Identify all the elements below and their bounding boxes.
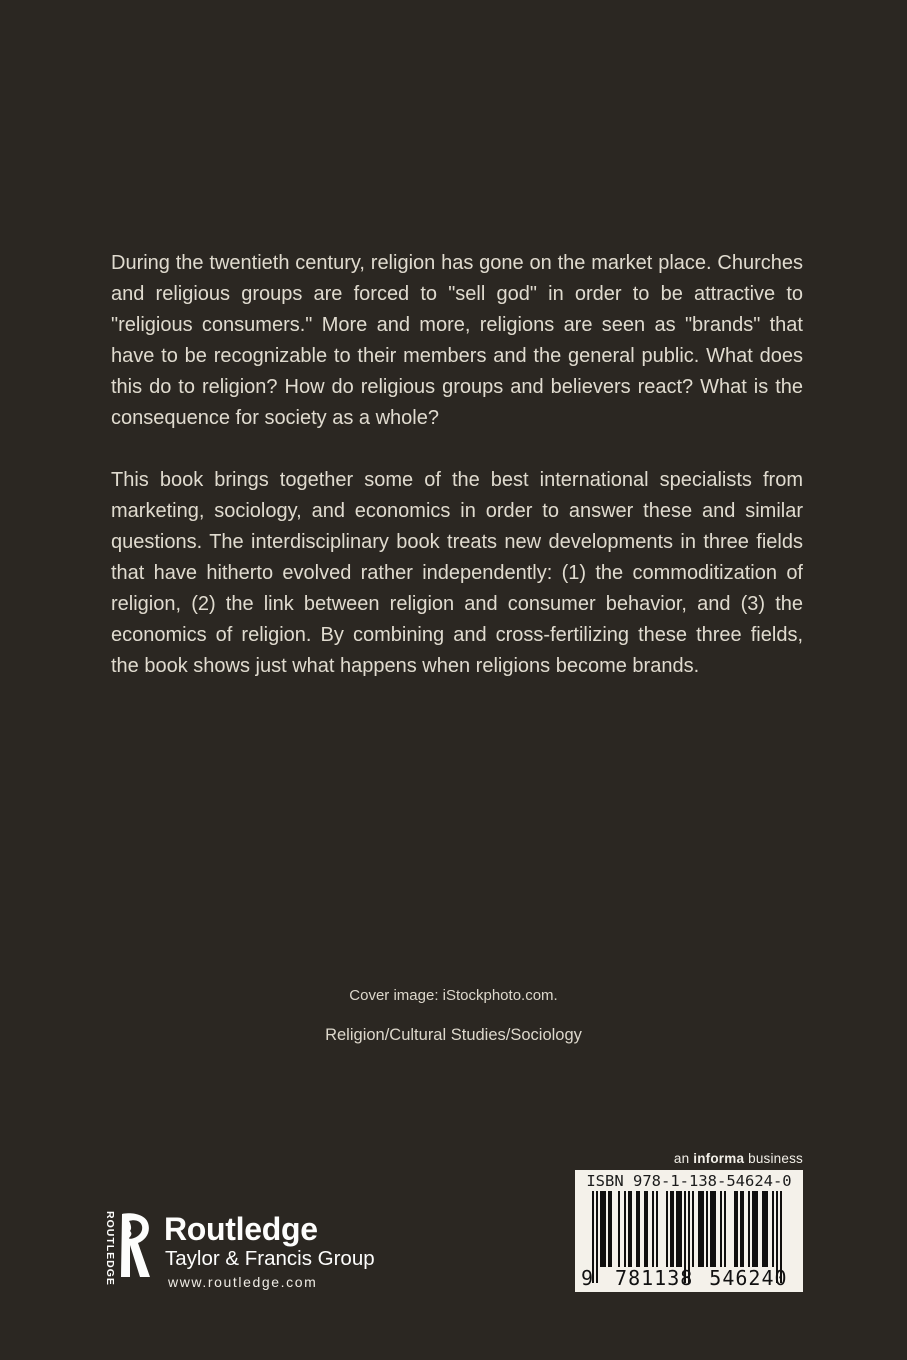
publisher-text-block	[164, 1213, 375, 1290]
publisher-name: Routledge	[164, 1211, 318, 1247]
subject-category: Religion/Cultural Studies/Sociology	[325, 1026, 582, 1044]
publisher-group: Taylor & Francis Group	[165, 1247, 375, 1270]
barcode-digit-group-1: 781138	[615, 1266, 694, 1290]
publisher-logo-block	[104, 1211, 375, 1290]
informa-suffix: business	[744, 1151, 803, 1166]
isbn-barcode	[575, 1170, 803, 1292]
blurb-paragraph-1: During the twentieth century, religion has gone on the market place. Churches and religious groups are forced to "sell god" in order to be attractive to "religious consumers." More and more, religions are seen as "brands" that have to be recognizable to their members and the general public. What does this do to religion? How do religious groups and believers react? What is the consequence for society as a whole?	[111, 252, 803, 429]
credits-block	[0, 987, 907, 1045]
publisher-website: www.routledge.com	[168, 1274, 318, 1290]
back-cover-blurb	[111, 248, 803, 682]
cover-image-credit: Cover image: iStockphoto.com.	[349, 987, 558, 1004]
routledge-vertical-wordmark: ROUTLEDGE	[104, 1211, 116, 1286]
informa-brand: informa	[693, 1151, 745, 1166]
routledge-logo-mark	[104, 1211, 153, 1286]
blurb-paragraph-2: This book brings together some of the best international specialists from marketing, sociology, and economics in order to answer these and similar questions. The interdisciplinary book treats new developments in three fields that have hitherto evolved rather independently: (1) the commoditization of religion, (2) the link between religion and consumer behavior, and (3) the economics of religion. By combining and cross-fertilizing these three fields, the book shows just what happens when religions become brands.	[111, 469, 803, 677]
routledge-r-icon	[117, 1211, 153, 1281]
barcode-digit-group-2: 546240	[709, 1266, 788, 1290]
barcode-bars	[592, 1191, 803, 1267]
barcode-digits	[581, 1267, 795, 1291]
isbn-number-label: ISBN 978-1-138-54624-0	[586, 1172, 792, 1190]
informa-business-line	[575, 1151, 803, 1166]
informa-prefix: an	[673, 1151, 694, 1166]
barcode-digit-leading: 9	[581, 1266, 594, 1290]
